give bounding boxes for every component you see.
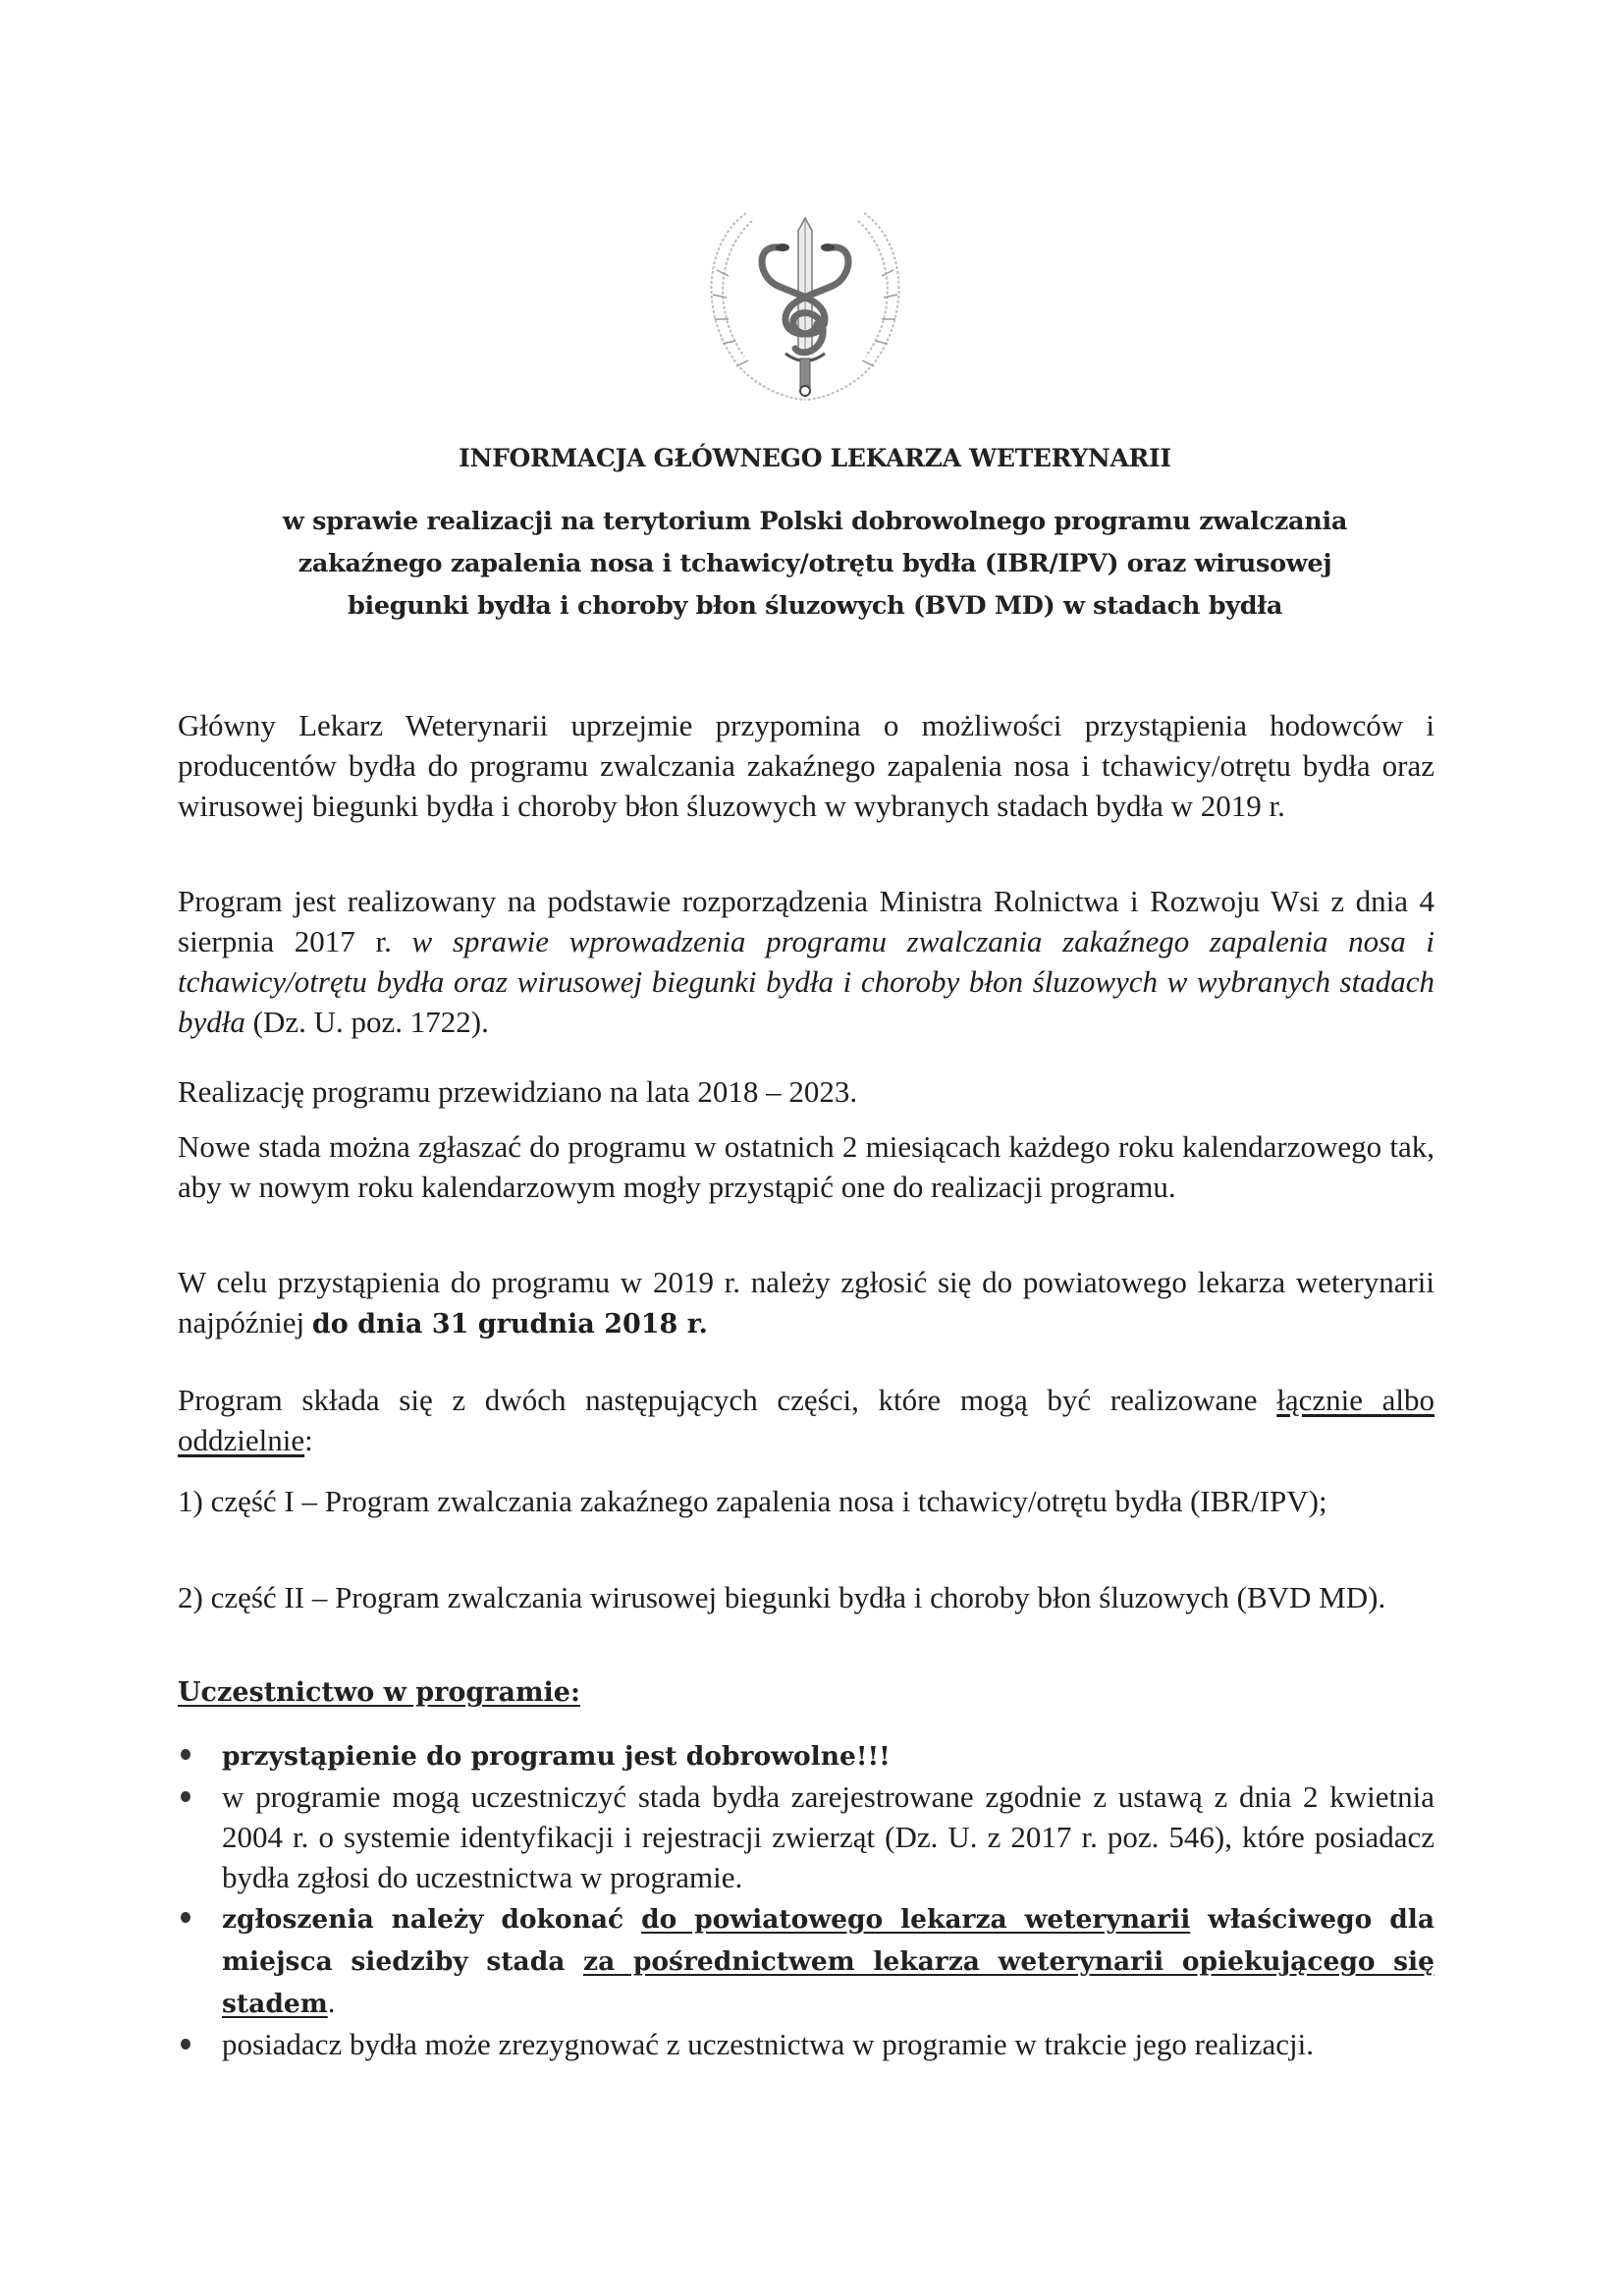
text-span: . — [327, 1985, 336, 2019]
list-item-text: posiadacz bydła może zrezygnować z uczestnictwa w programie w trakcie jego realizacji. — [222, 2027, 1315, 2061]
text-span: W celu przystąpienia do programu w 2019 r. należy zgłosić się do powiatowego lekarza weterynarii najpóźniej — [178, 1265, 1434, 1339]
paragraph-text: 1) część I – Program zwalczania zakaźnego zapalenia nosa i tchawicy/otrętu bydła (IBR/IPV); — [178, 1484, 1327, 1518]
regulation-title: w sprawie wprowadzenia programu zwalczania zakaźnego zapalenia nosa i tchawicy/otrętu bydła oraz wirusowej biegunki bydła i choroby błon śluzowych w wybranych stadach bydła — [178, 924, 1434, 1039]
paragraph-part-two — [178, 1577, 1434, 1617]
paragraph-new-herds — [178, 1126, 1434, 1207]
bullet-icon — [181, 1791, 190, 1802]
list-item — [178, 1897, 1434, 2024]
text-span: (Dz. U. poz. 1722). — [244, 1005, 489, 1039]
paragraph-text: 2) część II – Program zwalczania wirusowej biegunki bydła i choroby błon śluzowych (BVD MD). — [178, 1580, 1386, 1614]
paragraph-period — [178, 1071, 1434, 1112]
list-item — [178, 1777, 1434, 1897]
document-title: INFORMACJA GŁÓWNEGO LEKARZA WETERYNARII — [459, 444, 1171, 472]
bullet-icon — [181, 1749, 190, 1760]
bullet-icon — [181, 2039, 190, 2050]
participation-list — [178, 1734, 1434, 2064]
text-span: : — [304, 1423, 313, 1457]
paragraph-text — [178, 1262, 1434, 1344]
paragraph-text — [178, 881, 1434, 1042]
paragraph-text: Realizację programu przewidziano na lata 2018 – 2023. — [178, 1074, 858, 1109]
bullet-icon — [181, 1912, 190, 1923]
subtitle-line: zakaźnego zapalenia nosa i tchawicy/otrętu bydła (IBR/IPV) oraz wirusowej — [298, 549, 1332, 578]
subtitle-line: w sprawie realizacji na terytorium Polski dobrowolnego programu zwalczania — [282, 507, 1348, 536]
underlined-text: łącznie albo oddzielnie — [178, 1383, 1435, 1457]
paragraph-program-parts — [178, 1380, 1434, 1460]
section-heading-participation: Uczestnictwo w programie: — [178, 1677, 580, 1708]
paragraph-legal-basis — [178, 881, 1434, 1042]
list-item-text: zgłoszenia należy dokonać — [222, 1904, 642, 1935]
paragraph-text: Nowe stada można zgłaszać do programu w ostatnich 2 miesiącach każdego roku kalendarzowego tak, aby w nowym roku kalendarzowym mogły przystąpić one do realizacji programu. — [178, 1129, 1434, 1204]
text-span: Program składa się z dwóch następujących części, które mogą być realizowane — [178, 1383, 1277, 1417]
subtitle-line: biegunki bydła i choroby błon śluzowych (BVD MD) w stadach bydła — [347, 591, 1283, 621]
underlined-text: za pośrednictwem lekarza weterynarii opiekującego się stadem — [222, 1946, 1434, 2019]
paragraph-intro — [178, 705, 1434, 826]
paragraph-part-one — [178, 1481, 1434, 1521]
paragraph-text: Główny Lekarz Weterynarii uprzejmie przypomina o możliwości przystąpienia hodowców i producentów bydła do programu zwalczania zakaźnego zapalenia nosa i tchawicy/otrętu bydła oraz wirusowej biegunki bydła i choroby błon śluzowych w wybranych stadach bydła w 2019 r. — [178, 708, 1434, 823]
list-item — [178, 1734, 1434, 1777]
caduceus-emblem-icon — [687, 191, 923, 403]
text-span: Program jest realizowany na podstawie rozporządzenia Ministra Rolnictwa i Rozwoju Wsi z dnia 4 sierpnia 2017 r. — [178, 884, 1434, 958]
list-item — [178, 2024, 1434, 2064]
list-item-text: przystąpienie do programu jest dobrowolne!!! — [222, 1741, 891, 1772]
paragraph-deadline — [178, 1262, 1434, 1344]
paragraph-text — [178, 1380, 1434, 1460]
deadline-date: do dnia 31 grudnia 2018 r. — [311, 1309, 708, 1339]
list-item-text: w programie mogą uczestniczyć stada bydła zarejestrowane zgodnie z ustawą z dnia 2 kwietnia 2004 r. o systemie identyfikacji i rejestracji zwierząt (Dz. U. z 2017 r. poz. 546), które posiadacz bydła zgłosi do uczestnictwa w programie. — [222, 1779, 1434, 1894]
list-item-text: właściwego dla miejsca siedziby stada — [222, 1904, 1434, 1977]
underlined-text: do powiatowego lekarza weterynarii — [641, 1904, 1191, 1935]
document-subtitle — [167, 501, 1463, 628]
